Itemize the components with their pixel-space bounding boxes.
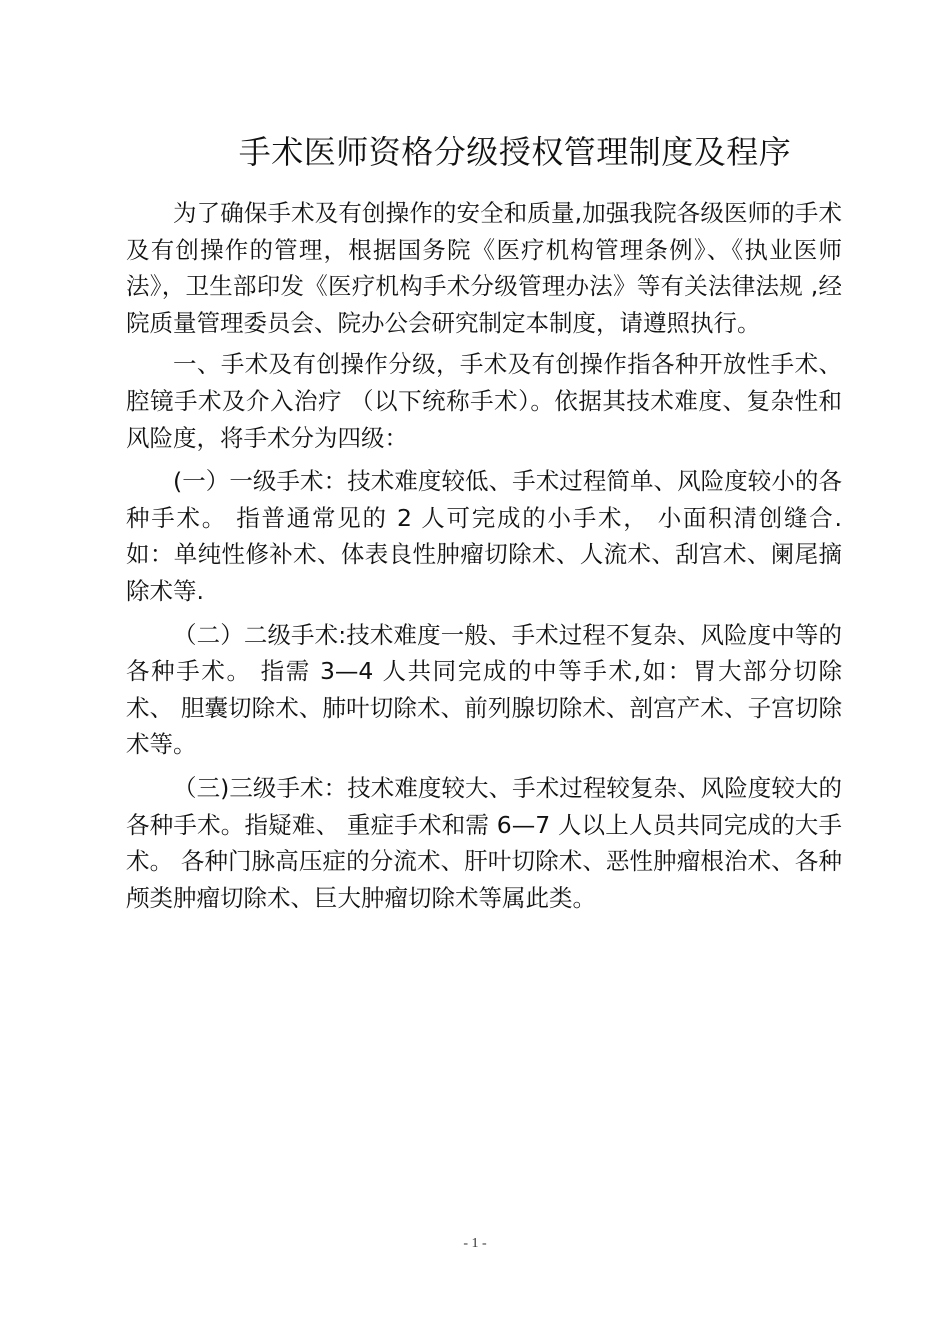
intro-paragraph: 为了确保手术及有创操作的安全和质量,加强我院各级医师的手术及有创操作的管理，根据国务院《医疗机构管理条例》、《执业医师法》，卫生部印发《医疗机构手术分级管理办法》等有关法律法规 ,经院质量管理委员会、院办公会研究制定本制度，请遵照执行。: [126, 199, 842, 337]
level-one-surgery-paragraph: (一）一级手术：技术难度较低、手术过程简单、风险度较小的各种手术。 指普通常见的 2 人可完成的小手术， 小面积清创缝合. 如：单纯性修补术、体表良性肿瘤切除术、人流术、刮宫术、阑尾摘除术等.: [126, 467, 842, 605]
level-three-surgery-paragraph: （三)三级手术：技术难度较大、手术过程较复杂、风险度较大的各种手术。指疑难、 重症手术和需 6—7 人以上人员共同完成的大手术。 各种门脉高压症的分流术、肝叶切除术、恶性肿瘤根治术、各种颅类肿瘤切除术、巨大肿瘤切除术等属此类。: [126, 773, 842, 912]
section-one-paragraph: 一、手术及有创操作分级，手术及有创操作指各种开放性手术、 腔镜手术及介入治疗 （以下统称手术）。依据其技术难度、复杂性和风险度，将手术分为四级：: [126, 350, 842, 452]
level-two-surgery-paragraph: （二）二级手术:技术难度一般、手术过程不复杂、风险度中等的各种手术。 指需 3—4 人共同完成的中等手术,如：胃大部分切除术、 胆囊切除术、肺叶切除术、前列腺切除术、剖宫产术、子宫切除术等。: [126, 620, 842, 759]
page-number: - 1 -: [463, 1236, 487, 1251]
document-title: 手术医师资格分级授权管理制度及程序: [238, 133, 792, 171]
document-body: [126, 195, 842, 921]
